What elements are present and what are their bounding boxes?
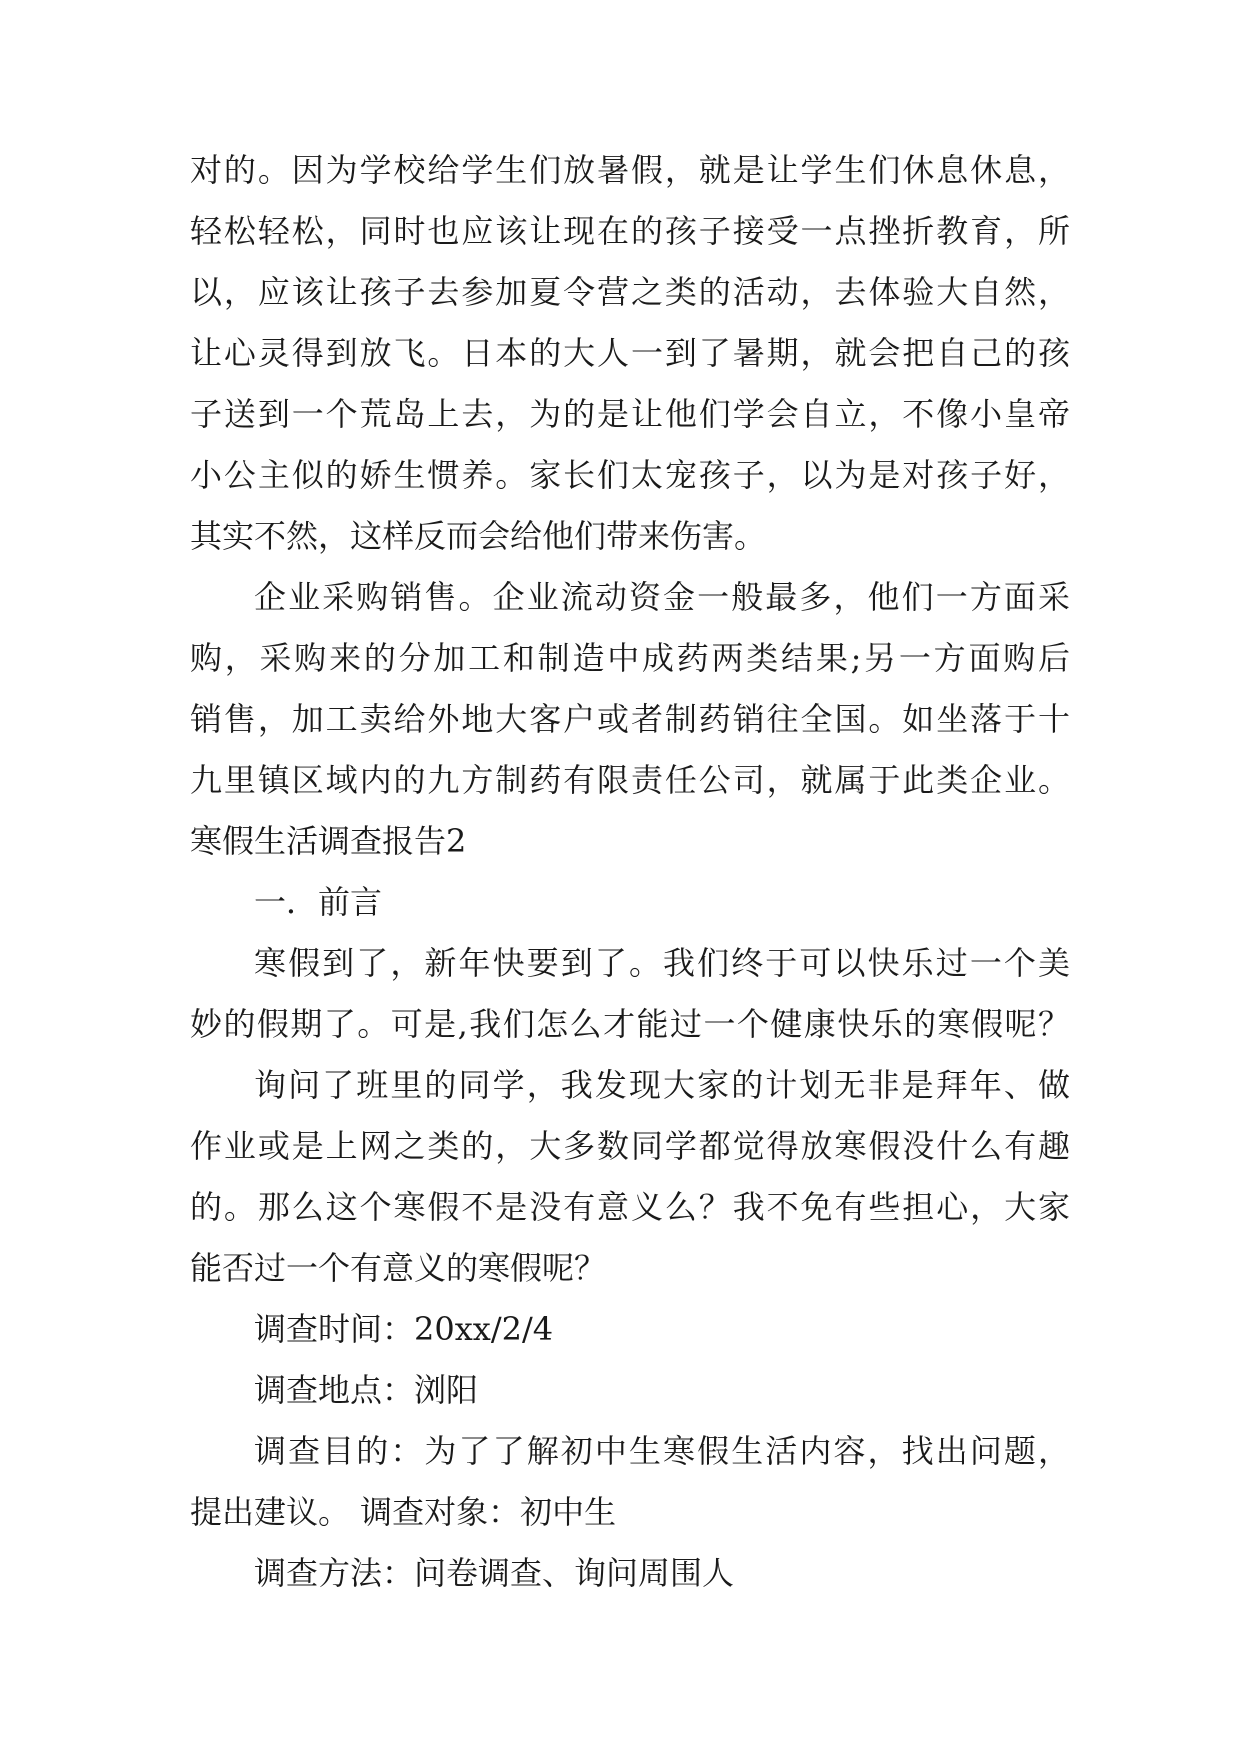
text-line: 能否过一个有意义的寒假呢？ [190,1249,607,1287]
survey-time: 调查时间：20xx/2/4 [254,1310,554,1348]
text-line: 让心灵得到放飞。日本的大人一到了暑期，就会把自己的孩 [190,334,1070,372]
text-line: 寒假到了，新年快要到了。我们终于可以快乐过一个美 [254,944,1070,982]
text-line: 妙的假期了。可是,我们怎么才能过一个健康快乐的寒假呢？ [190,1005,1070,1043]
text-line: 购，采购来的分加工和制造中成药两类结果;另一方面购后 [190,639,1070,677]
subsection-heading: 一．前言 [254,883,383,921]
section-heading: 寒假生活调查报告2 [190,822,467,860]
survey-location: 调查地点：浏阳 [254,1371,479,1409]
text-line: 轻松轻松，同时也应该让现在的孩子接受一点挫折教育，所 [190,212,1070,250]
text-line: 企业采购销售。企业流动资金一般最多，他们一方面采 [254,578,1070,616]
text-line: 销售，加工卖给外地大客户或者制药销往全国。如坐落于十 [190,700,1070,738]
text-line: 作业或是上网之类的，大多数同学都觉得放寒假没什么有趣 [190,1127,1070,1165]
text-line: 询问了班里的同学，我发现大家的计划无非是拜年、做 [254,1066,1070,1104]
text-line: 小公主似的娇生惯养。家长们太宠孩子，以为是对孩子好， [190,456,1070,494]
survey-target: 提出建议。 调查对象：初中生 [190,1493,617,1531]
text-line: 九里镇区域内的九方制药有限责任公司，就属于此类企业。 [190,761,1070,799]
survey-method: 调查方法：问卷调查、询问周围人 [254,1554,735,1592]
text-line: 的。那么这个寒假不是没有意义么？我不免有些担心，大家 [190,1188,1070,1226]
survey-purpose: 调查目的：为了了解初中生寒假生活内容，找出问题， [254,1432,1070,1470]
text-line: 对的。因为学校给学生们放暑假，就是让学生们休息休息， [190,151,1070,189]
text-line: 子送到一个荒岛上去，为的是让他们学会自立，不像小皇帝 [190,395,1070,433]
text-line: 以，应该让孩子去参加夏令营之类的活动，去体验大自然， [190,273,1070,311]
text-line: 其实不然，这样反而会给他们带来伤害。 [190,517,767,555]
